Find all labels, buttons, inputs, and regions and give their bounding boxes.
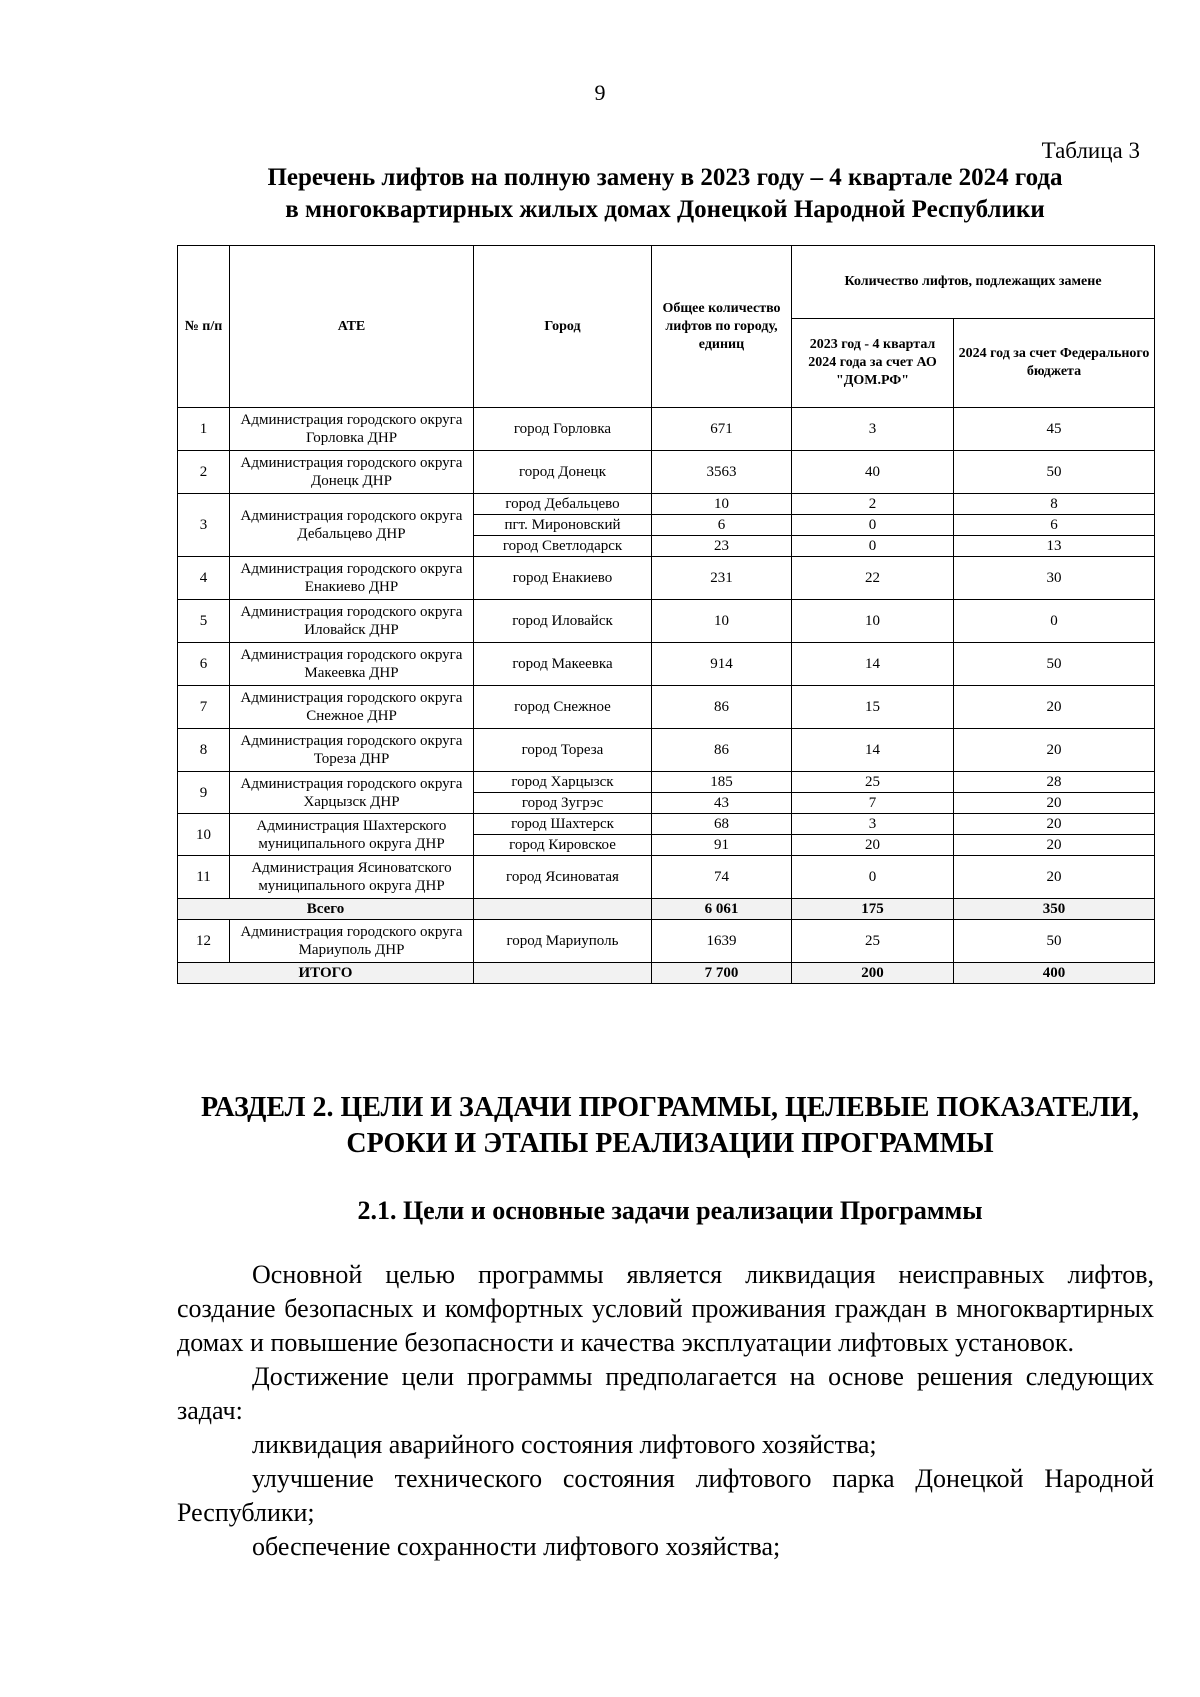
subtotal-empty (474, 899, 652, 920)
table-row (178, 856, 1155, 899)
row-count-2023: 2 (792, 494, 954, 515)
table-row (178, 600, 1155, 643)
row-total: 3563 (652, 451, 792, 494)
row-count-2024: 50 (954, 643, 1155, 686)
paragraph-3: ликвидация аварийного состояния лифтового хозяйства; (252, 1430, 877, 1459)
row-ate: Администрация городского округа Иловайск ДНР (230, 600, 474, 643)
table-row (178, 494, 1155, 515)
table-row (178, 557, 1155, 600)
row-count-2023: 22 (792, 557, 954, 600)
header-total: Общее количество лифтов по городу, единиц (652, 246, 792, 408)
row-count-2024: 13 (954, 536, 1155, 557)
table-row (178, 729, 1155, 772)
subtotal-label: Всего (178, 899, 474, 920)
subtotal-total: 6 061 (652, 899, 792, 920)
row-num: 3 (178, 494, 230, 557)
row-count-2024: 30 (954, 557, 1155, 600)
row-num: 6 (178, 643, 230, 686)
row-city: город Донецк (474, 451, 652, 494)
lifts-table (177, 245, 1155, 984)
table-title-line-1: Перечень лифтов на полную замену в 2023 году – 4 квартале 2024 года (267, 164, 1063, 191)
row-ate: Администрация городского округа Горловка ДНР (230, 408, 474, 451)
row-num: 5 (178, 600, 230, 643)
row-city: город Светлодарск (474, 536, 652, 557)
grand-total-2023: 200 (792, 963, 954, 984)
row-count-2024: 6 (954, 515, 1155, 536)
row-num: 8 (178, 729, 230, 772)
subtotal-row (178, 899, 1155, 920)
row-ate: Администрация Ясиноватского муниципального округа ДНР (230, 856, 474, 899)
paragraph-5: обеспечение сохранности лифтового хозяйства; (252, 1532, 781, 1561)
header-replace-group: Количество лифтов, подлежащих замене (792, 246, 1155, 319)
row-count-2023: 14 (792, 643, 954, 686)
row-count-2023: 14 (792, 729, 954, 772)
row-city: город Дебальцево (474, 494, 652, 515)
body-text (177, 1258, 1154, 1564)
table-row (178, 408, 1155, 451)
row-total: 43 (652, 793, 792, 814)
row-count-2023: 10 (792, 600, 954, 643)
row-city: город Кировское (474, 835, 652, 856)
row-ate: Администрация Шахтерского муниципального округа ДНР (230, 814, 474, 856)
row-count-2023: 40 (792, 451, 954, 494)
row-count-2023: 3 (792, 814, 954, 835)
header-2024: 2024 год за счет Федерального бюджета (954, 319, 1155, 408)
subtotal-2023: 175 (792, 899, 954, 920)
row-total: 231 (652, 557, 792, 600)
row-city: город Горловка (474, 408, 652, 451)
row-city: город Енакиево (474, 557, 652, 600)
row-count-2023: 25 (792, 920, 954, 963)
section-title-line-2: СРОКИ И ЭТАПЫ РЕАЛИЗАЦИИ ПРОГРАММЫ (346, 1128, 994, 1159)
row-city: город Снежное (474, 686, 652, 729)
header-num: № п/п (178, 246, 230, 408)
row-count-2024: 20 (954, 835, 1155, 856)
row-total: 10 (652, 600, 792, 643)
row-num: 12 (178, 920, 230, 963)
row-total: 1639 (652, 920, 792, 963)
row-num: 7 (178, 686, 230, 729)
row-count-2024: 28 (954, 772, 1155, 793)
header-ate: АТЕ (230, 246, 474, 408)
row-city: город Шахтерск (474, 814, 652, 835)
subsection-title: 2.1. Цели и основные задачи реализации Программы (357, 1196, 983, 1225)
row-count-2023: 0 (792, 515, 954, 536)
table-row (178, 686, 1155, 729)
row-count-2024: 8 (954, 494, 1155, 515)
section-title-line-1: РАЗДЕЛ 2. ЦЕЛИ И ЗАДАЧИ ПРОГРАММЫ, ЦЕЛЕВЫЕ ПОКАЗАТЕЛИ, (200, 1092, 1140, 1123)
table-row (178, 814, 1155, 835)
row-count-2024: 0 (954, 600, 1155, 643)
header-city: Город (474, 246, 652, 408)
row-ate: Администрация городского округа Харцызск ДНР (230, 772, 474, 814)
row-total: 91 (652, 835, 792, 856)
row-count-2024: 20 (954, 793, 1155, 814)
row-count-2024: 45 (954, 408, 1155, 451)
table-row (178, 643, 1155, 686)
row-city: город Мариуполь (474, 920, 652, 963)
row-total: 6 (652, 515, 792, 536)
row-count-2023: 0 (792, 536, 954, 557)
row-count-2023: 3 (792, 408, 954, 451)
row-count-2023: 25 (792, 772, 954, 793)
row-count-2024: 50 (954, 451, 1155, 494)
row-ate: Администрация городского округа Дебальцево ДНР (230, 494, 474, 557)
row-city: пгт. Мироновский (474, 515, 652, 536)
row-count-2024: 20 (954, 686, 1155, 729)
row-count-2024: 20 (954, 814, 1155, 835)
row-total: 74 (652, 856, 792, 899)
grand-total-label: ИТОГО (178, 963, 474, 984)
paragraph-4: улучшение технического состояния лифтового парка Донецкой Народной Республики; (177, 1464, 1154, 1527)
row-total: 68 (652, 814, 792, 835)
table-label: Таблица 3 (1041, 138, 1140, 163)
row-count-2023: 0 (792, 856, 954, 899)
row-count-2024: 50 (954, 920, 1155, 963)
table-row (178, 772, 1155, 793)
row-count-2023: 15 (792, 686, 954, 729)
row-count-2023: 20 (792, 835, 954, 856)
row-ate: Администрация городского округа Мариуполь ДНР (230, 920, 474, 963)
row-total: 671 (652, 408, 792, 451)
grand-total-total: 7 700 (652, 963, 792, 984)
row-num: 10 (178, 814, 230, 856)
header-2023: 2023 год - 4 квартал 2024 года за счет АО "ДОМ.РФ" (792, 319, 954, 408)
row-city: город Зугрэс (474, 793, 652, 814)
row-num: 4 (178, 557, 230, 600)
table-title-line-2: в многоквартирных жилых домах Донецкой Народной Республики (285, 196, 1045, 223)
paragraph-2: Достижение цели программы предполагается на основе решения следующих задач: (177, 1362, 1154, 1425)
row-total: 185 (652, 772, 792, 793)
row-num: 1 (178, 408, 230, 451)
row-ate: Администрация городского округа Макеевка ДНР (230, 643, 474, 686)
row-ate: Администрация городского округа Тореза ДНР (230, 729, 474, 772)
row-total: 23 (652, 536, 792, 557)
row-total: 86 (652, 729, 792, 772)
row-num: 11 (178, 856, 230, 899)
row-ate: Администрация городского округа Донецк ДНР (230, 451, 474, 494)
grand-total-2024: 400 (954, 963, 1155, 984)
row-num: 9 (178, 772, 230, 814)
row-city: город Ясиноватая (474, 856, 652, 899)
table-body (178, 408, 1155, 984)
row-city: город Тореза (474, 729, 652, 772)
row-city: город Харцызск (474, 772, 652, 793)
table-title (120, 162, 1200, 226)
row-total: 914 (652, 643, 792, 686)
row-count-2024: 20 (954, 729, 1155, 772)
table-row (178, 451, 1155, 494)
grand-total-row (178, 963, 1155, 984)
row-num: 2 (178, 451, 230, 494)
row-city: город Макеевка (474, 643, 652, 686)
row-total: 10 (652, 494, 792, 515)
section-title (120, 1090, 1200, 1162)
row-city: город Иловайск (474, 600, 652, 643)
subtotal-2024: 350 (954, 899, 1155, 920)
paragraph-1: Основной целью программы является ликвидация неисправных лифтов, создание безопасных и комфортных условий проживания граждан в многоквартирных домах и повышение безопасности и качества эксплуатации лифтовых установок. (177, 1260, 1154, 1357)
grand-total-empty (474, 963, 652, 984)
row-count-2024: 20 (954, 856, 1155, 899)
row-total: 86 (652, 686, 792, 729)
row-ate: Администрация городского округа Енакиево ДНР (230, 557, 474, 600)
table-row (178, 920, 1155, 963)
row-ate: Администрация городского округа Снежное ДНР (230, 686, 474, 729)
row-count-2023: 7 (792, 793, 954, 814)
page-number: 9 (594, 80, 606, 105)
